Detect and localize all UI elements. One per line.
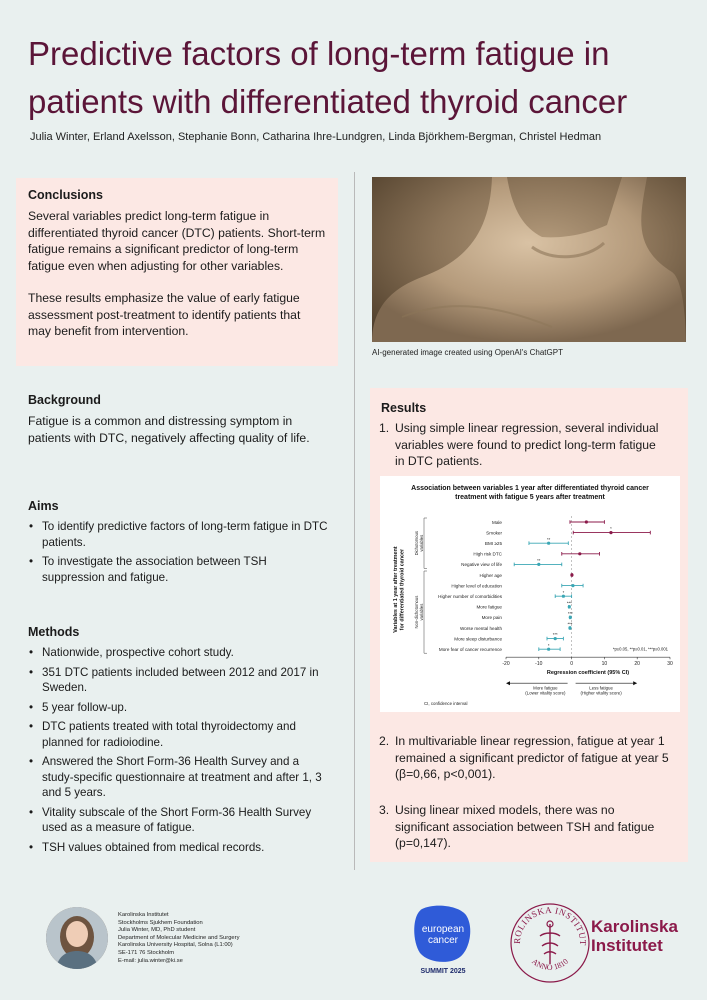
row-label: High risk DTC (473, 551, 502, 557)
x-tick-label: -10 (535, 661, 543, 668)
arrow-left-head (506, 681, 510, 685)
point-estimate (547, 542, 550, 545)
point-estimate (578, 552, 581, 555)
row-label: Male (492, 519, 502, 525)
results-text: In multivariable linear regression, fatigue at year 1 remained a significant predictor of fatigue at year 5 (β=0,66, p<0,001). (395, 734, 669, 781)
column-divider (354, 172, 355, 870)
karolinska-wordmark-line-2: Institutet (591, 936, 663, 955)
methods-section (28, 625, 328, 859)
results-item-1 (379, 420, 659, 470)
point-estimate (568, 605, 571, 608)
results-item-2 (379, 733, 669, 783)
arrow-right-label: Less fatigue (589, 685, 613, 691)
conclusions-text-2: These results emphasize the value of early fatigue assessment post-treatment to identify patients that may benefit from intervention. (28, 291, 301, 338)
methods-item: • Answered the Short Form-36 Health Survey and a study-specific questionnaire at treatment and after 1, 3 and 5 years. (28, 754, 328, 801)
point-estimate (562, 595, 565, 598)
background-text: Fatigue is a common and distressing symptom in patients with DTC, negatively affecting quality of life. (28, 414, 310, 445)
group-label: Dichotomousvariables (414, 530, 424, 556)
background-section (28, 393, 328, 446)
arrow-left-label: More fatigue (533, 685, 558, 691)
conclusions-heading: Conclusions (28, 188, 104, 202)
methods-item: • Nationwide, prospective cohort study. (28, 645, 328, 661)
group-label: Non-dichotomousvariables (414, 595, 424, 629)
row-label: More pain (481, 615, 502, 621)
row-label: More sleep disturbance (454, 636, 502, 642)
results-number: 3. (379, 803, 390, 817)
significance-marker: * (610, 526, 612, 532)
summit-logo-word-1: european (421, 924, 465, 935)
poster-title: Predictive factors of long-term fatigue in patients with differentiated thyroid cancer (28, 35, 628, 120)
y-axis-label: Variables at 1 year after treatmentfor differentiated thyroid cancer (393, 546, 406, 633)
conclusions-box (16, 178, 338, 366)
statue-illustration (372, 177, 686, 342)
significance-marker: * (547, 642, 550, 648)
methods-item: • 351 DTC patients included between 2012 and 2017 in Sweden. (28, 665, 328, 696)
summit-year: SUMMIT 2025 (420, 968, 466, 975)
image-caption: AI-generated image created using OpenAI's ChatGPT (372, 348, 563, 357)
aims-list (28, 519, 328, 585)
authors: Julia Winter, Erland Axelsson, Stephanie Bonn, Catharina Ihre-Lundgren, Linda Björkhem-Bergman, Christel Hedman (30, 131, 602, 143)
plot-area (393, 516, 673, 706)
point-estimate (554, 637, 557, 640)
row-label: Higher level of education (451, 583, 502, 589)
row-label: Higher age (479, 572, 502, 578)
group-bracket (424, 518, 427, 568)
x-tick-label: 30 (667, 661, 673, 668)
row-label: More fatigue (476, 604, 502, 610)
karolinska-seal (509, 902, 591, 984)
author-portrait (46, 907, 108, 969)
contact-line: Karolinska University Hospital, Solna (L1:00) (118, 942, 233, 949)
significance-marker: ** (547, 536, 551, 542)
forest-plot-svg (380, 476, 680, 712)
row-label: Higher number of comorbidities (438, 594, 502, 599)
seal-year: ANNO 1810 (530, 956, 570, 972)
significance-legend: *p≤0.05, **p≤0.01, ***p≤0.001 (612, 646, 668, 652)
row-label: Worse mental health (459, 625, 502, 631)
arrow-right-sublabel: (Higher vitality score) (580, 690, 622, 696)
point-estimate (568, 626, 571, 629)
seal-graphic (509, 902, 591, 984)
aims-item: • To identify predictive factors of long-term fatigue in DTC patients. (28, 519, 328, 550)
results-number: 2. (379, 734, 390, 748)
karolinska-wordmark (591, 917, 678, 955)
methods-heading: Methods (28, 625, 80, 639)
x-tick-label: 0 (570, 661, 573, 668)
european-cancer-summit-logo (414, 905, 472, 983)
methods-item: • DTC patients treated with total thyroidectomy and planned for radioiodine. (28, 719, 328, 750)
methods-item: • TSH values obtained from medical records. (28, 840, 328, 856)
x-tick-label: 10 (601, 661, 608, 668)
point-estimate (537, 563, 540, 566)
seal-text: ROLINSKA INSTITUT (511, 904, 589, 947)
significance-marker: *** (567, 611, 573, 616)
conclusions-text-1: Several variables predict long-term fatigue in differentiated thyroid cancer (DTC) patients. Short-term fatigue remains a significant predictor of long-term fatigue even when adjusting for other variables. (28, 209, 326, 273)
significance-marker: ** (537, 558, 541, 563)
row-label: More fear of cancer recurrence (438, 647, 502, 652)
x-tick-label: -20 (502, 661, 510, 668)
row-label: Smoker (486, 530, 502, 536)
row-label: BMI ≥25 (484, 541, 502, 546)
group-bracket (424, 571, 427, 653)
chart-footnote: CI, confidence interval (424, 701, 468, 706)
contact-info (118, 912, 239, 965)
background-heading: Background (28, 393, 101, 407)
aims-item: • To investigate the association between TSH suppression and fatigue. (28, 554, 328, 585)
point-estimate (570, 573, 573, 576)
chart-title-line-1: Association between variables 1 year after differentiated thyroid cancer (411, 485, 649, 492)
x-tick-label: 20 (634, 661, 640, 668)
arrow-right-head (633, 681, 637, 685)
chart-title-line-2: treatment with fatigue 5 years after treatment (455, 494, 605, 501)
contact-line: SE-171 76 Stockholm (118, 949, 175, 956)
point-estimate (585, 520, 588, 523)
x-axis-label: Regression coefficient (95% CI) (546, 670, 630, 677)
summit-logo-word-2: cancer (427, 935, 459, 946)
point-estimate (609, 531, 612, 534)
results-item-3 (379, 802, 669, 852)
significance-marker: *** (567, 621, 573, 627)
contact-line: Karolinska Institutet (118, 912, 169, 918)
contact-line: Julia Winter, MD, PhD student (118, 927, 196, 934)
significance-marker: * (562, 589, 565, 595)
contact-line: E-mail: julia.winter@ki.se (118, 957, 183, 964)
author-photo (46, 907, 108, 969)
statue-image (372, 177, 686, 342)
point-estimate (569, 616, 572, 619)
aims-section (28, 499, 328, 589)
contact-line: Department of Molecular Medicine and Surgery (118, 934, 240, 941)
methods-item: • Vitality subscale of the Short Form-36 Health Survey used as a measure of fatigue. (28, 805, 328, 836)
significance-marker: *** (566, 600, 572, 606)
summit-logo-shape (414, 905, 472, 965)
point-estimate (547, 648, 550, 651)
methods-item: • 5 year follow-up. (28, 700, 328, 716)
significance-marker: *** (552, 632, 558, 638)
arrow-left-sublabel: (Lower vitality score) (525, 690, 566, 696)
karolinska-wordmark-line-1: Karolinska (591, 917, 678, 936)
results-heading: Results (381, 401, 427, 415)
results-number: 1. (379, 421, 390, 435)
row-label: Negative view of life (461, 562, 502, 568)
forest-plot (380, 476, 680, 712)
results-text: Using linear mixed models, there was no significant association between TSH and fatigue (p=0,147). (395, 803, 655, 850)
point-estimate (571, 584, 574, 587)
contact-line: Stockholms Sjukhem Foundation (118, 919, 203, 926)
methods-list (28, 645, 328, 855)
results-text: Using simple linear regression, several individual variables were found to predict long-term fatigue in DTC patients. (395, 421, 659, 468)
aims-heading: Aims (28, 499, 59, 513)
